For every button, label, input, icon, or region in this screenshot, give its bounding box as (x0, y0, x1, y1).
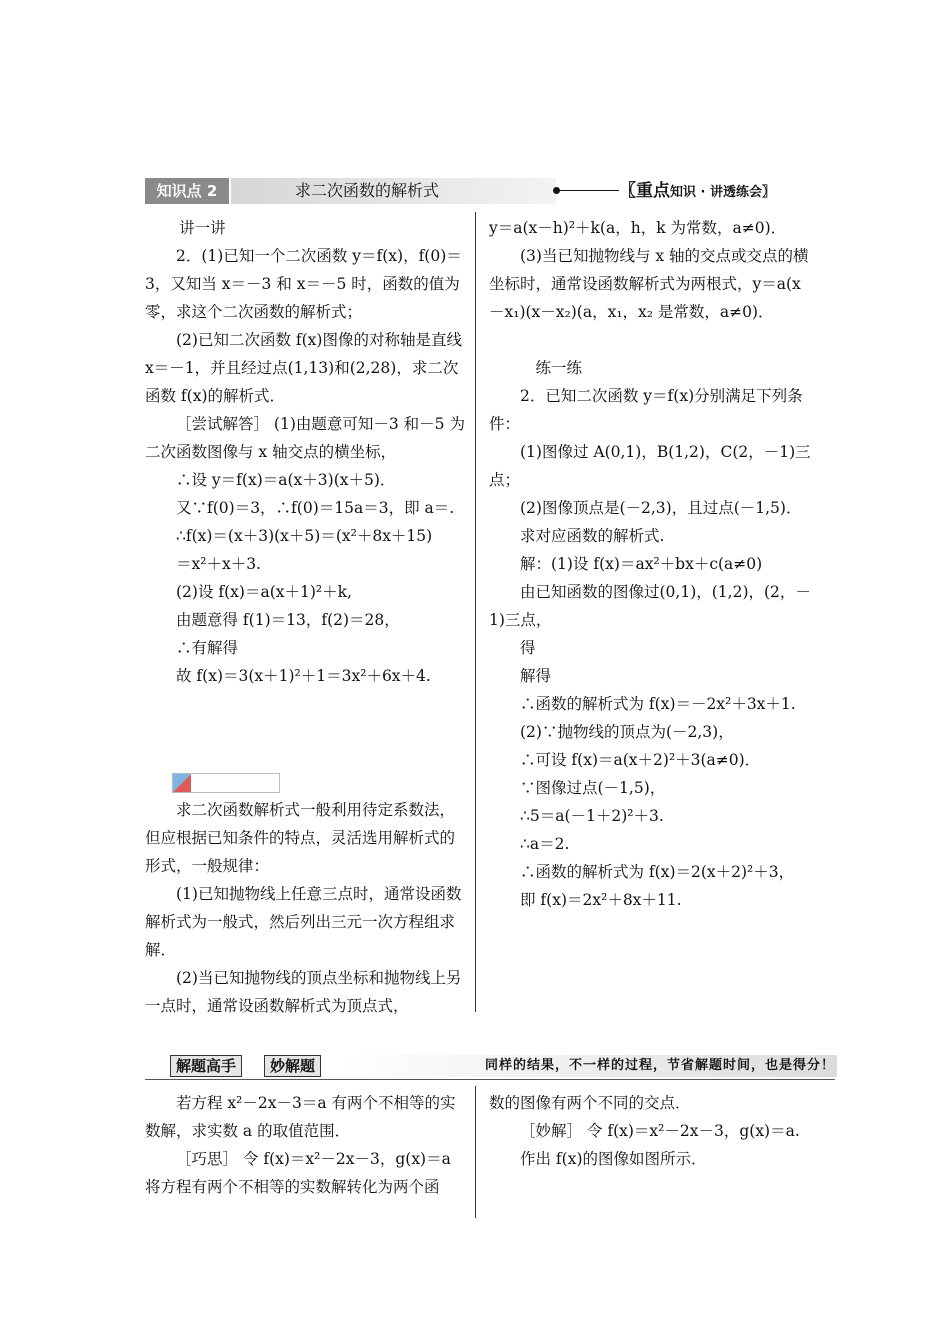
solution-line: 又∵f(0)＝3，∴f(0)＝15a＝3，即 a＝. (176, 499, 455, 517)
practice-line: ∴函数的解析式为 f(x)＝－2x²＋3x＋1. (520, 695, 796, 713)
practice-line: ∴可设 f(x)＝a(x＋2)²＋3(a≠0)． (520, 751, 761, 769)
practice-line: ∵图像过点(－1,5)， (520, 779, 666, 797)
method-notes (145, 796, 465, 1020)
solution-line: ＝x²＋x＋3. (176, 555, 261, 573)
practice-line: 求对应函数的解析式. (520, 527, 665, 545)
solution-line: ∴f(x)＝(x＋3)(x＋5)＝(x²＋8x＋15) (176, 527, 433, 545)
solution-line: (2)设 f(x)＝a(x＋1)²＋k, (176, 583, 352, 601)
header-rule (559, 190, 619, 191)
tips-slogan: 同样的结果，不一样的过程，节省解题时间，也是得分！ (484, 1058, 835, 1073)
lecture-heading: 讲一讲 (179, 219, 226, 237)
tips-header (170, 1053, 837, 1079)
practice-line: 得 (520, 639, 536, 657)
tips-rule (145, 1079, 835, 1080)
method-summary: 求二次函数解析式一般利用待定系数法，但应根据已知条件的特点，灵活选用解析式的形式，一般规律： (145, 801, 456, 875)
section-title: 求二次函数的解析式 (295, 181, 440, 200)
bottom-right-column (489, 1089, 811, 1173)
broken-image-icon (172, 773, 280, 793)
solution-line: ∴设 y＝f(x)＝a(x＋3)(x＋5)． (176, 471, 396, 489)
section-header (145, 178, 810, 204)
problem-part-1: 2．(1)已知一个二次函数 y＝f(x)，f(0)＝3，又知当 x＝－3 和 x＝－5 时，函数的值为零，求这个二次函数的解析式； (145, 247, 462, 321)
clever-thinking: ［巧思］ 令 f(x)＝x²－2x－3，g(x)＝a 将方程有两个不相等的实数解转化为两个函 (145, 1150, 451, 1196)
problem-part-2: (2)已知二次函数 f(x)图像的对称轴是直线 x＝－1，并且经过点(1,13)和(2,28)，求二次函数 f(x)的解析式． (145, 331, 462, 405)
method-rule-2: (2)当已知抛物线的顶点坐标和抛物线上另一点时，通常设函数解析式为顶点式， (145, 969, 462, 1015)
tips-box-expert: 解题高手 (170, 1055, 242, 1077)
practice-problem: 2．已知二次函数 y＝f(x)分别满足下列条件： (489, 387, 803, 433)
equation-problem: 若方程 x²－2x－3＝a 有两个不相等的实数解，求实数 a 的取值范围． (145, 1094, 456, 1140)
practice-line: ∴函数的解析式为 f(x)＝2(x＋2)²＋3， (520, 863, 795, 881)
column-divider (475, 212, 476, 1012)
practice-line: ∴a＝2. (520, 835, 570, 853)
solution-line: 由题意得 f(1)＝13，f(2)＝28， (176, 611, 400, 629)
bottom-left-column (145, 1089, 465, 1201)
solution-line: ∴有解得 (176, 639, 239, 657)
practice-line: 解：(1)设 f(x)＝ax²＋bx＋c(a≠0) (520, 555, 763, 573)
clever-solution: ［妙解］ 令 f(x)＝x²－2x－3，g(x)＝a. (520, 1122, 800, 1140)
left-column (145, 214, 465, 690)
practice-condition-1: (1)图像过 A(0,1)，B(1,2)，C(2，－1)三点； (489, 443, 811, 489)
solution-intro: ［尝试解答］ (1)由题意可知－3 和－5 为二次函数图像与 x 轴交点的横坐标， (145, 415, 465, 461)
clever-continued: 数的图像有两个不同的交点． (489, 1094, 691, 1112)
method-rule-3: (3)当已知抛物线与 x 轴的交点或交点的横坐标时，通常设函数解析式为两根式，y＝a(x－x₁)(x－x₂)(a，x₁，x₂ 是常数，a≠0)． (489, 247, 809, 321)
solution-line: 故 f(x)＝3(x＋1)²＋1＝3x²＋6x＋4. (176, 667, 431, 685)
knowledge-point-tag: 知识点 2 (145, 178, 229, 204)
tips-box-clever: 妙解题 (264, 1055, 321, 1077)
vertex-form: y＝a(x－h)²＋k(a，h，k 为常数，a≠0)． (489, 219, 787, 237)
practice-line: 由已知函数的图像过(0,1)，(1,2)，(2，－1)三点， (489, 583, 811, 629)
practice-heading: 练一练 (535, 359, 583, 377)
method-rule-1: (1)已知抛物线上任意三点时，通常设函数解析式为一般式，然后列出三元一次方程组求解． (145, 885, 462, 959)
practice-line: ∴5＝a(－1＋2)²＋3. (520, 807, 664, 825)
header-badge: 〖重点知识 · 讲透练会〗 (619, 181, 775, 201)
right-column (489, 214, 811, 914)
practice-condition-2: (2)图像顶点是(－2,3)，且过点(－1,5)． (520, 499, 802, 517)
bottom-divider (475, 1086, 476, 1218)
practice-line: 解得 (520, 667, 552, 685)
practice-line: (2)∵抛物线的顶点为(－2,3)， (520, 723, 734, 741)
practice-line: 即 f(x)＝2x²＋8x＋11. (520, 891, 682, 909)
clever-graph-note: 作出 f(x)的图像如图所示． (520, 1150, 707, 1168)
